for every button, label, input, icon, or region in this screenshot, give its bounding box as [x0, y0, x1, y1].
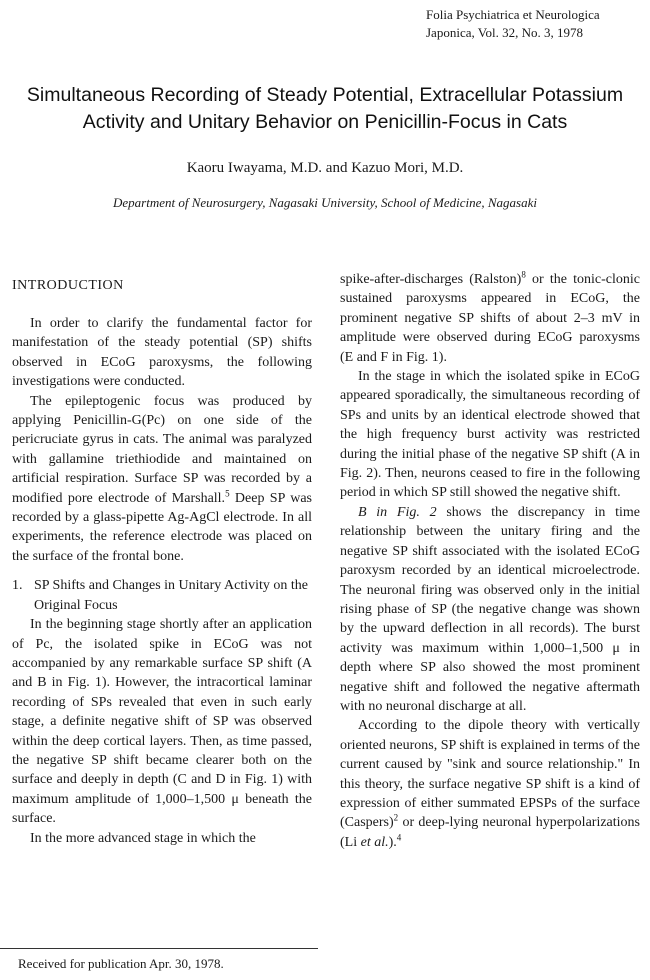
continued-paragraph-text-a: spike-after-discharges (Ralston) — [340, 272, 522, 287]
intro-paragraph-1: In order to clarify the fundamental factor for manifestation of the steady potential (SP) shifts observed in ECoG paroxysms, the following investigations were conducted. — [12, 316, 312, 390]
right-paragraph-4-text-b: or deep-lying neuronal hyperpolarizations (Li — [340, 815, 640, 850]
figure-reference: B in Fig. 2 — [358, 504, 437, 520]
reference-caspers: 2 — [393, 812, 399, 823]
section1-paragraph-2: In the more advanced stage in which the — [30, 830, 256, 846]
reference-li: 4 — [396, 832, 402, 843]
right-paragraph-2: In the stage in which the isolated spike in ECoG appeared sporadically, the simultaneous recording of SPs and units by an identical electrode showed that the high frequency burst activity was restricted during the initial phase of the negative SP shift (A in Fig. 2). Then, neurons ceased to fire in the following period in which SP still showed the negative shift. — [340, 369, 640, 501]
title-line-2: Activity and Unitary Behavior on Penicillin-Focus in Cats — [82, 111, 568, 133]
journal-citation — [426, 6, 640, 42]
left-column — [12, 270, 312, 848]
received-footnote: Received for publication Apr. 30, 1978. — [0, 948, 318, 973]
continued-paragraph — [340, 270, 640, 367]
section1-paragraph-1: In the beginning stage shortly after an application of Pc, the isolated spike in ECoG was not accompanied by any remarkable surface SP shift (A and B in Fig. 1). However, the intracortical laminar recording of SPs revealed that even in such early stage, a definite negative shift of SP was observed within the deep cortical layers. Then, as time passed, the negative SP shift became clearer both on the surface and deeply in depth (C and D in Fig. 1) with maximum amplitude of 1,000–1,500 μ beneath the surface. — [12, 617, 312, 827]
section-heading-introduction: INTRODUCTION — [12, 278, 124, 293]
intro-paragraph-2-text-b: Deep SP was recorded by a glass-pipette Ag-AgCl electrode. In all experiments, the reference electrode was placed on the surface of the frontal bone. — [12, 490, 312, 564]
affiliation: Department of Neurosurgery, Nagasaki University, School of Medicine, Nagasaki — [112, 195, 537, 210]
right-column — [340, 270, 640, 852]
subsection-title: SP Shifts and Changes in Unitary Activity on the Original Focus — [34, 578, 309, 613]
right-paragraph-3-text: shows the discrepancy in time relationship between the unitary firing and the negative SP shift associated with the isolated ECoG paroxysm recorded by an identical microelectrode. The neuronal firing was observed only in the initial rising phase of SP (the negative change was shown by the upward deflection in all records). The burst activity was maximum within 1,000–1,500 μ in depth where SP also showed the most prominent negative shift and followed the negative aftermath with no neuronal discharge at all. — [340, 504, 640, 714]
reference-marshall: 5 — [225, 488, 230, 498]
right-paragraph-4-text-a: According to the dipole theory with vertically oriented neurons, SP shift is explained in terms of the current caused by "sink and source relationship." In this theory, the surface negative SP shift is a kind of expression of either summated EPSPs of the surface (Caspers) — [340, 718, 640, 831]
article-title — [0, 82, 650, 136]
right-paragraph-3 — [340, 503, 640, 716]
intro-paragraph-2 — [12, 392, 312, 567]
authors: Kaoru Iwayama, M.D. and Kazuo Mori, M.D. — [186, 160, 464, 176]
subsection-number: 1. — [12, 578, 23, 594]
intro-paragraph-2-text-a: The epileptogenic focus was produced by applying Penicillin-G(Pc) on one side of the pericruciate gyrus in cats. The animal was paralyzed with gallamine triethiodide and maintained on artificial respiration. Surface SP was recorded by a modified pore electrode of Marshall. — [12, 393, 312, 506]
right-paragraph-4-text-c: ). — [388, 834, 397, 850]
journal-volume: Japonica, Vol. 32, No. 3, 1978 — [426, 25, 583, 40]
title-line-1: Simultaneous Recording of Steady Potential, Extracellular Potassium — [26, 84, 624, 106]
et-al: et al. — [360, 834, 389, 850]
continued-paragraph-text-b: or the tonic-clonic sustained paroxysms appeared in ECoG, the prominent negative SP shifts of about 2–3 mV in amplitude were observed during ECoG paroxysms (E and F in Fig. 1). — [340, 272, 640, 365]
journal-name: Folia Psychiatrica et Neurologica — [426, 7, 600, 22]
subsection-heading-1 — [12, 566, 312, 615]
reference-ralston: 8 — [521, 269, 526, 280]
right-paragraph-4 — [340, 716, 640, 852]
